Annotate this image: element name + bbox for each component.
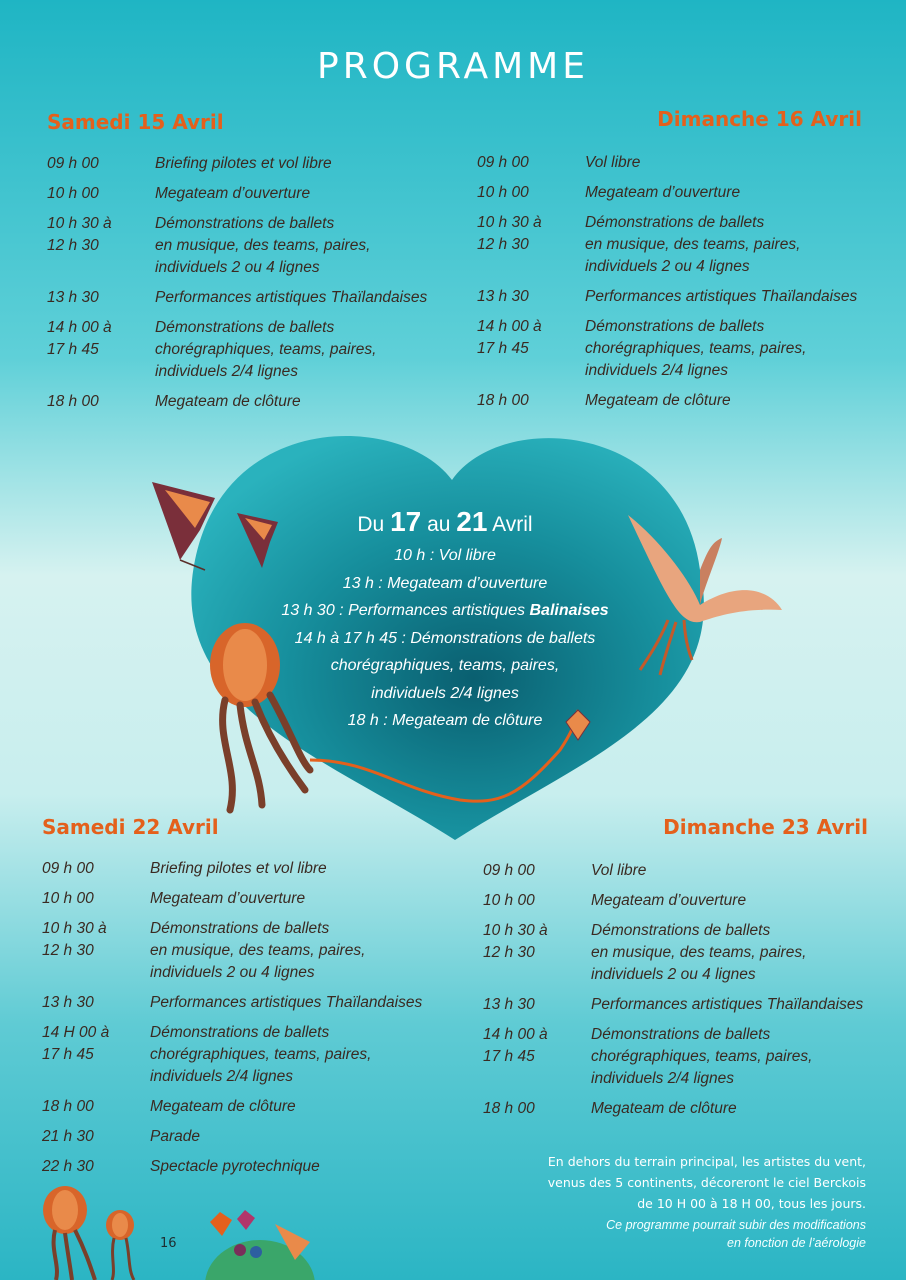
schedule-row <box>483 890 863 912</box>
schedule-description: Démonstrations de ballets en musique, des teams, paires, individuels 2 ou 4 lignes <box>150 920 366 981</box>
schedule-time: 10 h 30 à 12 h 30 <box>42 920 107 959</box>
schedule-time: 09 h 00 <box>477 154 529 171</box>
schedule-description: Briefing pilotes et vol libre <box>155 155 332 172</box>
schedule-time: 09 h 00 <box>483 862 535 879</box>
kite-icon <box>237 1210 255 1230</box>
schedule-row <box>42 888 422 910</box>
schedule-description: Vol libre <box>591 862 647 879</box>
schedule-time: 14 h 00 à 17 h 45 <box>477 318 542 357</box>
schedule-dimanche-16 <box>477 152 857 420</box>
heart-schedule <box>240 505 650 735</box>
schedule-time: 18 h 00 <box>47 393 99 410</box>
schedule-time: 09 h 00 <box>47 155 99 172</box>
day-heading-samedi-22: Samedi 22 Avril <box>42 815 219 839</box>
schedule-samedi-15 <box>47 153 427 421</box>
schedule-time: 13 h 30 <box>483 996 535 1013</box>
schedule-description: Briefing pilotes et vol libre <box>150 860 327 877</box>
schedule-description: Démonstrations de ballets en musique, des teams, paires, individuels 2 ou 4 lignes <box>155 215 371 276</box>
schedule-row <box>42 1126 422 1148</box>
schedule-time: 10 h 00 <box>483 892 535 909</box>
kite-icon <box>210 1212 232 1236</box>
schedule-description: Megateam d’ouverture <box>150 890 306 907</box>
schedule-row <box>477 182 857 204</box>
day-heading-dimanche-23: Dimanche 23 Avril <box>663 815 868 839</box>
schedule-row <box>42 918 422 984</box>
schedule-description: Megateam de clôture <box>591 1100 737 1117</box>
schedule-description: Megateam d’ouverture <box>591 892 747 909</box>
schedule-description: Performances artistiques Thaïlandaises <box>150 994 423 1011</box>
schedule-description: Démonstrations de ballets en musique, des teams, paires, individuels 2 ou 4 lignes <box>585 214 801 275</box>
schedule-row <box>42 1022 422 1088</box>
schedule-row <box>477 316 857 382</box>
schedule-time: 13 h 30 <box>47 289 99 306</box>
schedule-row <box>477 152 857 174</box>
schedule-description: Megateam d’ouverture <box>155 185 311 202</box>
schedule-description: Démonstrations de ballets chorégraphiques, teams, paires, individuels 2/4 lignes <box>150 1024 372 1085</box>
disclaimer: Ce programme pourrait subir des modifications en fonction de l’aérologie <box>606 1218 866 1250</box>
schedule-row <box>477 286 857 308</box>
heart-line: 13 h : Megateam d’ouverture <box>342 574 548 592</box>
schedule-description: Démonstrations de ballets chorégraphiques, teams, paires, individuels 2/4 lignes <box>155 319 377 380</box>
schedule-row <box>42 992 422 1014</box>
schedule-description: Performances artistiques Thaïlandaises <box>155 289 428 306</box>
schedule-time: 18 h 00 <box>42 1098 94 1115</box>
schedule-row <box>477 390 857 412</box>
page-title: PROGRAMME <box>316 46 589 87</box>
schedule-time: 14 h 00 à 17 h 45 <box>47 319 112 358</box>
day-heading-samedi-15: Samedi 15 Avril <box>47 110 224 134</box>
schedule-description: Megateam d’ouverture <box>585 184 741 201</box>
heart-line: individuels 2/4 lignes <box>371 684 519 702</box>
bottom-octopus-kites <box>30 1185 160 1280</box>
schedule-row <box>477 212 857 278</box>
schedule-row <box>483 1098 863 1120</box>
schedule-row <box>47 183 427 205</box>
schedule-time: 10 h 00 <box>477 184 529 201</box>
schedule-row <box>47 317 427 383</box>
schedule-time: 09 h 00 <box>42 860 94 877</box>
schedule-row <box>42 858 422 880</box>
octopus-kite-icon <box>106 1210 134 1280</box>
schedule-description: Spectacle pyrotechnique <box>150 1158 320 1175</box>
footnote: En dehors du terrain principal, les artistes du vent, venus des 5 continents, décoreront le ciel Berckois de 10 H 00 à 18 H 00, tous les jours. <box>547 1154 866 1211</box>
heart-line: chorégraphiques, teams, paires, <box>330 657 560 674</box>
schedule-row <box>483 994 863 1016</box>
schedule-time: 10 h 00 <box>47 185 99 202</box>
person-icon <box>250 1246 262 1258</box>
schedule-row <box>42 1156 422 1178</box>
schedule-description: Démonstrations de ballets en musique, des teams, paires, individuels 2 ou 4 lignes <box>591 922 807 983</box>
schedule-time: 21 h 30 <box>42 1128 94 1145</box>
heart-date-range: Du 17 au 21 Avril <box>357 506 533 537</box>
schedule-description: Démonstrations de ballets chorégraphiques, teams, paires, individuels 2/4 lignes <box>591 1026 813 1087</box>
heart-line: 18 h : Megateam de clôture <box>347 712 543 729</box>
schedule-time: 10 h 30 à 12 h 30 <box>483 922 548 961</box>
schedule-row <box>47 153 427 175</box>
globe-illustration <box>200 1210 320 1280</box>
schedule-time: 18 h 00 <box>483 1100 535 1117</box>
octopus-kite-icon <box>43 1186 95 1280</box>
schedule-description: Parade <box>150 1128 200 1145</box>
day-heading-dimanche-16: Dimanche 16 Avril <box>657 107 862 131</box>
schedule-description: Megateam de clôture <box>585 392 731 409</box>
schedule-description: Performances artistiques Thaïlandaises <box>591 996 864 1013</box>
schedule-row <box>483 920 863 986</box>
person-icon <box>234 1244 246 1256</box>
schedule-row <box>47 287 427 309</box>
schedule-time: 10 h 00 <box>42 890 94 907</box>
schedule-row <box>483 860 863 882</box>
schedule-description: Megateam de clôture <box>150 1098 296 1115</box>
schedule-time: 13 h 30 <box>42 994 94 1011</box>
schedule-description: Performances artistiques Thaïlandaises <box>585 288 858 305</box>
schedule-time: 14 h 00 à 17 h 45 <box>483 1026 548 1065</box>
schedule-time: 13 h 30 <box>477 288 529 305</box>
schedule-time: 22 h 30 <box>42 1158 94 1175</box>
schedule-time: 10 h 30 à 12 h 30 <box>477 214 542 253</box>
page-number: 16 <box>160 1236 177 1251</box>
schedule-row <box>42 1096 422 1118</box>
schedule-description: Megateam de clôture <box>155 393 301 410</box>
schedule-description: Vol libre <box>585 154 641 171</box>
schedule-row <box>47 213 427 279</box>
heart-line: 10 h : Vol libre <box>394 547 496 564</box>
schedule-samedi-22 <box>42 858 422 1186</box>
schedule-description: Démonstrations de ballets chorégraphiques, teams, paires, individuels 2/4 lignes <box>585 318 807 379</box>
schedule-time: 18 h 00 <box>477 392 529 409</box>
schedule-row <box>483 1024 863 1090</box>
schedule-dimanche-23 <box>483 860 863 1128</box>
heart-line: 13 h 30 : Performances artistiques Balinaises <box>281 602 609 619</box>
schedule-time: 14 H 00 à 17 h 45 <box>42 1024 110 1063</box>
schedule-time: 10 h 30 à 12 h 30 <box>47 215 112 254</box>
heart-line: 14 h à 17 h 45 : Démonstrations de ballets <box>294 629 596 647</box>
